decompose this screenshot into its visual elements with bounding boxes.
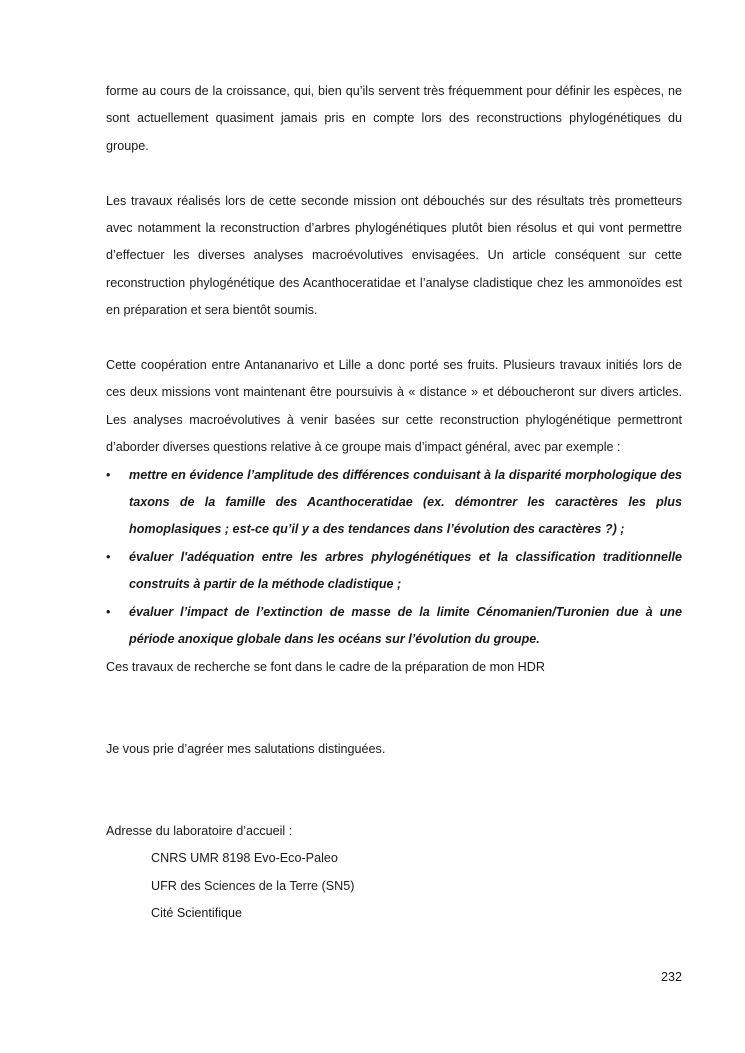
paragraph-cooperation: Cette coopération entre Antananarivo et Lille a donc porté ses fruits. Plusieurs travaux initiés lors de ces deux missions vont maintenant être poursuivis à « distance » et déboucheront sur divers articles. Les analyses macroévolutives à venir basées sur cette reconstruction phylogénétique permettront d’aborder diverses questions relative à ce groupe mais d’impact général, avec par exemple : xyxy=(106,358,682,455)
list-item-text: évaluer l'adéquation entre les arbres phylogénétiques et la classification traditionnelle construits à partir de la méthode cladistique ; xyxy=(129,549,682,592)
paragraph-spacer xyxy=(106,325,682,352)
paragraph-spacer xyxy=(106,763,682,818)
address-label: Adresse du laboratoire d’accueil : xyxy=(106,823,293,838)
paragraph-second-mission-results: Les travaux réalisés lors de cette seconde mission ont débouchés sur des résultats très prometteurs avec notamment la reconstruction d’arbres phylogénétiques plutôt bien résolus et qui vont permettre d’effectuer les diverses analyses macroévolutives envisagées. Un article conséquent sur cette reconstruction phylogénétique des Acanthoceratidae et l’analyse cladistique chez les ammonoïdes est en préparation et sera bientôt soumis. xyxy=(106,193,682,318)
list-item-text: évaluer l’impact de l’extinction de masse de la limite Cénomanien/Turonien due à une période anoxique globale dans les océans sur l’évolution du groupe. xyxy=(129,604,682,647)
address-block xyxy=(106,845,682,927)
list-item xyxy=(106,599,682,654)
list-item xyxy=(106,462,682,544)
document-body xyxy=(106,78,682,928)
closing-line: Ces travaux de recherche se font dans le cadre de la préparation de mon HDR xyxy=(106,659,545,674)
list-item xyxy=(106,544,682,599)
bullet-icon: • xyxy=(106,549,111,564)
address-line: UFR des Sciences de la Terre (SN5) xyxy=(151,878,355,893)
paragraph-growth-characters: forme au cours de la croissance, qui, bien qu’ils servent très fréquemment pour définir les espèces, ne sont actuellement quasiment jamais pris en compte lors des reconstructions phylogénétiques du groupe. xyxy=(106,84,682,153)
paragraph-spacer xyxy=(106,160,682,187)
address-line: Cité Scientifique xyxy=(151,906,243,921)
list-item-text: mettre en évidence l’amplitude des différences conduisant à la disparité morphologique des taxons de la famille des Acanthoceratidae (ex. démontrer les caractères les plus homoplasiques ; est-ce qu’il y a des tendances dans l’évolution des caractères ?) ; xyxy=(129,467,682,537)
research-questions-list xyxy=(106,462,682,654)
paragraph-spacer xyxy=(106,681,682,736)
address-line: CNRS UMR 8198 Evo-Eco-Paleo xyxy=(151,851,338,866)
salutation: Je vous prie d’agréer mes salutations distinguées. xyxy=(106,741,386,756)
bullet-icon: • xyxy=(106,467,111,482)
page-number: 232 xyxy=(660,970,682,984)
bullet-icon: • xyxy=(106,604,111,619)
